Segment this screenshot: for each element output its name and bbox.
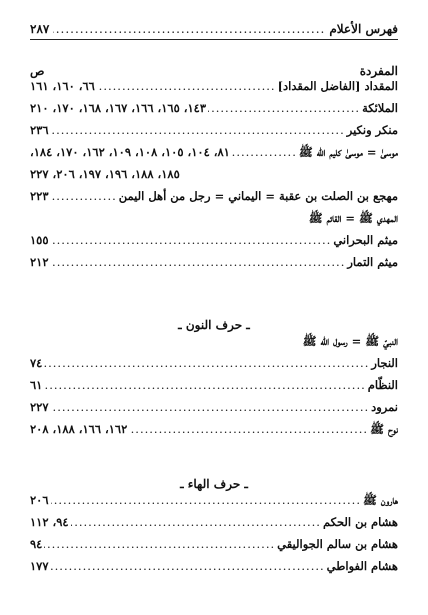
index-entry [30, 233, 398, 255]
page-number: ٢٨٧ [30, 22, 50, 36]
index-entry [30, 334, 398, 356]
leader-dots [51, 559, 325, 573]
entry-pages: ٨١، ١٠٤، ١٠٥، ١٠٨، ١٠٩، ١٦٢، ١٧٠، ١٨٤، [30, 145, 230, 159]
entries-group-noon [30, 334, 398, 444]
entry-term: الملائكة [362, 101, 398, 115]
index-entry [30, 378, 398, 400]
entry-pages: ٩٤، ١١٢ [30, 515, 69, 529]
entry-term: النبيّ ﷺ = رسول الله ﷺ [302, 334, 398, 348]
column-headings [30, 64, 398, 78]
header-leader-dots [53, 22, 325, 36]
entry-pages: ٢٣٦ [30, 123, 49, 137]
leader-dots [208, 101, 360, 115]
index-entry [30, 101, 398, 123]
entry-term: منكر ونكير [346, 123, 398, 137]
index-entry [30, 356, 398, 378]
running-header [30, 22, 398, 40]
column-term-heading: المفردة [359, 64, 398, 78]
entry-term: ميثم التمار [347, 255, 398, 269]
index-entry [30, 189, 398, 211]
entry-pages-continued: ١٨٥، ١٨٨، ١٩٦، ١٩٧، ٢٠٦، ٢٢٧ [30, 167, 180, 181]
leader-dots [44, 356, 369, 370]
entry-term: ميثم البحراني [333, 233, 398, 247]
entry-pages: ٦٦، ١٦٠، ١٦١ [30, 79, 95, 93]
index-entry [30, 559, 398, 581]
entry-continuation [30, 167, 398, 189]
entries-group-haa [30, 493, 398, 581]
leader-dots [232, 145, 297, 159]
entry-term: هشام بن سالم الجواليقي [277, 537, 398, 551]
index-entry [30, 537, 398, 559]
index-entry [30, 211, 398, 233]
leader-dots [51, 123, 345, 137]
index-entry [30, 145, 398, 167]
entry-pages: ٢٠٦ [30, 493, 49, 507]
leader-dots [71, 515, 321, 529]
leader-dots [129, 422, 368, 436]
section-heading-haa: ـ حرف الهاء ـ [180, 477, 248, 491]
index-entry [30, 123, 398, 145]
entry-term: النجار [371, 356, 398, 370]
entry-pages: ٧٤ [30, 356, 43, 370]
index-entry [30, 255, 398, 277]
entry-term: نوح ﷺ [370, 422, 398, 436]
entry-term: هشام الفواطي [326, 559, 398, 573]
entry-pages: ٦١ [30, 378, 43, 392]
entry-pages: ١٦٢، ١٦٦، ١٨٨، ٢٠٨ [30, 422, 128, 436]
index-entry [30, 493, 398, 515]
leader-dots [51, 189, 117, 203]
entry-pages: ١٤٣، ١٦٥، ١٦٦، ١٦٧، ١٦٨، ١٧٠، ٢١٠ [30, 101, 207, 115]
header-title: فهرس الأعلام [329, 22, 398, 36]
entry-pages: ٢١٢ [30, 255, 49, 269]
entry-pages: ٢٢٣ [30, 189, 49, 203]
column-page-heading: ص [30, 64, 45, 78]
entry-pages: ١٧٧ [30, 559, 49, 573]
entry-term: هارون ﷺ [362, 493, 398, 507]
entry-pages: ٩٤ [30, 537, 43, 551]
leader-dots [44, 537, 275, 551]
index-entry [30, 400, 398, 422]
entry-term: المهدي ﷺ = القائم ﷺ [308, 211, 398, 225]
leader-dots [97, 79, 276, 93]
index-entry [30, 79, 398, 101]
entry-term: المقداد [الفاضل المقداد] [277, 79, 398, 93]
entry-term: هشام بن الحكم [322, 515, 398, 529]
entry-term: مهجع بن الصلت بن عقبة = اليماني = رجل من أهل اليمن [118, 189, 398, 203]
entry-pages: ١٥٥ [30, 233, 49, 247]
entry-term: النظّام [367, 378, 398, 392]
entry-pages: ٢٢٧ [30, 400, 49, 414]
entry-term: موسىٰ = موسىٰ كليم الله ﷺ [298, 145, 398, 159]
entry-term: نمرود [371, 400, 398, 414]
section-heading-noon: ـ حرف النون ـ [178, 318, 250, 332]
index-entry [30, 515, 398, 537]
leader-dots [51, 400, 370, 414]
index-entry [30, 422, 398, 444]
leader-dots [51, 255, 346, 269]
entries-group-meem [30, 79, 398, 277]
leader-dots [44, 378, 365, 392]
leader-dots [51, 233, 332, 247]
leader-dots [51, 493, 361, 507]
